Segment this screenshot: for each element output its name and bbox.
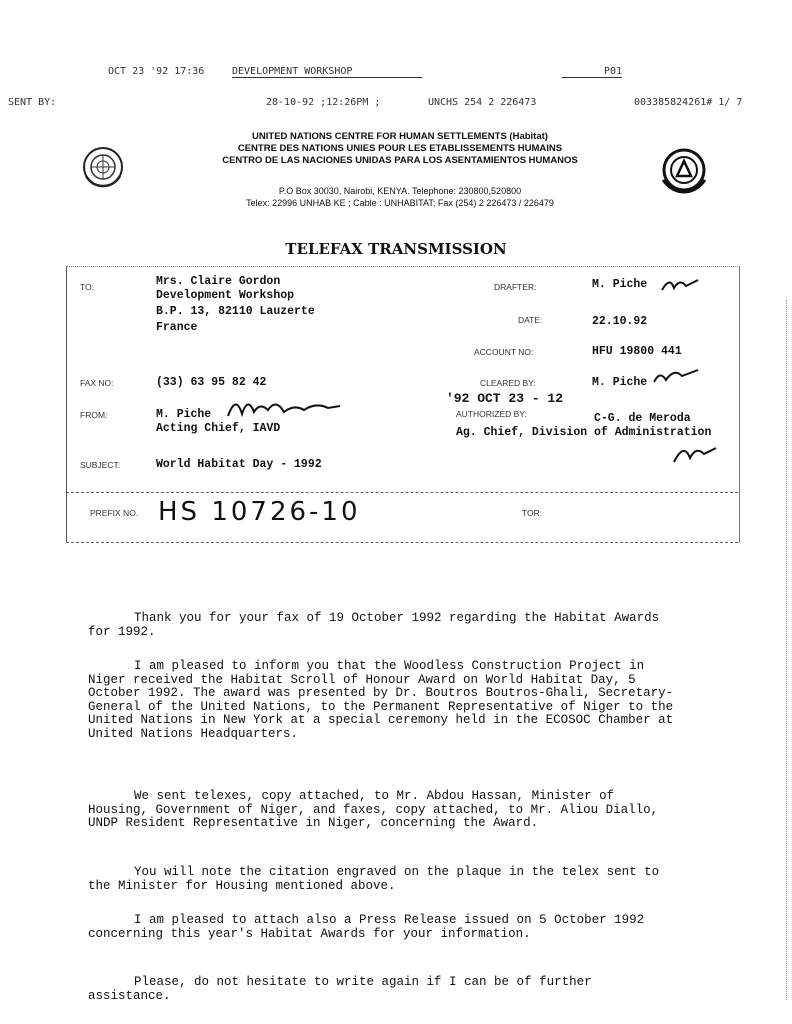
cleared-value: M. Piche	[592, 376, 648, 389]
letterhead-telex: Telex: 22996 UNHAB KE ; Cable : UNHABITAT; Fax (254) 2 226473 / 226479	[246, 198, 554, 208]
body-paragraph-3: We sent telexes, copy attached, to Mr. Abdou Hassan, Minister of Housing, Government of Niger, and faxes, copy attached, to Mr. Aliou Diallo, UNDP Resident Representative in Niger, concerning the Award.	[88, 789, 659, 830]
from-line-1: M. Piche	[156, 408, 212, 421]
page-title: TELEFAX TRANSMISSION	[285, 240, 507, 258]
body-paragraph-5: I am pleased to attach also a Press Release issued on 5 October 1992 concerning this year's Habitat Awards for your information.	[88, 913, 645, 941]
un-emblem	[82, 146, 124, 188]
drafter-label: DRAFTER:	[494, 282, 537, 292]
body-paragraph-4: You will note the citation engraved on the plaque in the telex sent to the Minister for Housing mentioned above.	[88, 865, 660, 893]
letterhead-en: UNITED NATIONS CENTRE FOR HUMAN SETTLEMENTS (Habitat)	[252, 131, 548, 142]
fax-header-org: DEVELOPMENT WORKSHOP	[232, 66, 422, 78]
scan-edge	[786, 300, 788, 1000]
tor-label: TOR:	[522, 508, 543, 518]
authorized-signature	[670, 438, 720, 468]
to-label: TO:	[80, 282, 95, 292]
habitat-emblem	[660, 146, 708, 194]
fax-header-page: P01	[562, 66, 622, 78]
drafter-value: M. Piche	[592, 278, 648, 291]
letterhead-address: P.O Box 30030, Nairobi, KENYA. Telephone: 230800,520800	[278, 186, 522, 196]
prefix-value: HS 10726-10	[158, 497, 361, 527]
to-line-4: France	[156, 321, 198, 334]
faxno-value: (33) 63 95 82 42	[156, 376, 267, 389]
letterhead-es: CENTRO DE LAS NACIONES UNIDAS PARA LOS ASENTAMIENTOS HUMANOS	[222, 155, 578, 166]
sent-by-number: 003385824261# 1/ 7	[634, 97, 743, 108]
faxno-label: FAX NO:	[80, 378, 114, 388]
from-signature	[224, 392, 344, 422]
authorized-title: Ag. Chief, Division of Administration	[456, 426, 712, 439]
account-label: ACCOUNT NO:	[474, 347, 534, 357]
authorized-label: AUTHORIZED BY:	[456, 409, 527, 419]
from-label: FROM:	[80, 410, 108, 420]
to-line-2: Development Workshop	[156, 289, 295, 302]
drafter-initials	[660, 274, 700, 294]
prefix-label: PREFIX NO.	[90, 508, 139, 518]
account-value: HFU 19800 441	[592, 345, 682, 358]
cleared-label: CLEARED BY:	[480, 378, 536, 388]
to-line-1: Mrs. Claire Gordon	[156, 275, 281, 288]
sent-by-date: 28-10-92 ;12:26PM ;	[266, 97, 381, 108]
date-label: DATE:	[518, 315, 543, 325]
body-paragraph-1: Thank you for your fax of 19 October 1992 regarding the Habitat Awards for 1992.	[88, 611, 660, 639]
cleared-initials	[652, 366, 702, 386]
authorized-value: C-G. de Meroda	[594, 412, 691, 425]
form-divider-1	[66, 492, 738, 493]
date-value: 22.10.92	[592, 315, 648, 328]
body-paragraph-2: I am pleased to inform you that the Woodless Construction Project in Niger received the Habitat Scroll of Honour Award on World Habitat Day, 5 October 1992. The award was presented by Dr. Boutros Boutros-Ghali, Secretary-General of the United Nations, to the Permanent Representative of Niger to the United Nations in New York at a special ceremony held in the ECOSOC Chamber at United Nations Headquarters.	[88, 659, 674, 741]
sent-by-label: SENT BY:	[8, 97, 57, 108]
from-line-2: Acting Chief, IAVD	[156, 422, 281, 435]
sent-by-sender: UNCHS 254 2 226473	[428, 97, 537, 108]
fax-header-date: OCT 23 '92 17:36	[108, 66, 205, 77]
letterhead-fr: CENTRE DES NATIONS UNIES POUR LES ETABLISSEMENTS HUMAINS	[237, 143, 563, 154]
received-stamp: '92 OCT 23 - 12	[446, 391, 564, 406]
form-divider-2	[66, 542, 738, 543]
body-paragraph-6: Please, do not hesitate to write again if I can be of further assistance.	[88, 975, 592, 1003]
to-line-3: B.P. 13, 82110 Lauzerte	[156, 305, 315, 318]
subject-value: World Habitat Day - 1992	[156, 458, 322, 471]
subject-label: SUBJECT:	[80, 460, 121, 470]
